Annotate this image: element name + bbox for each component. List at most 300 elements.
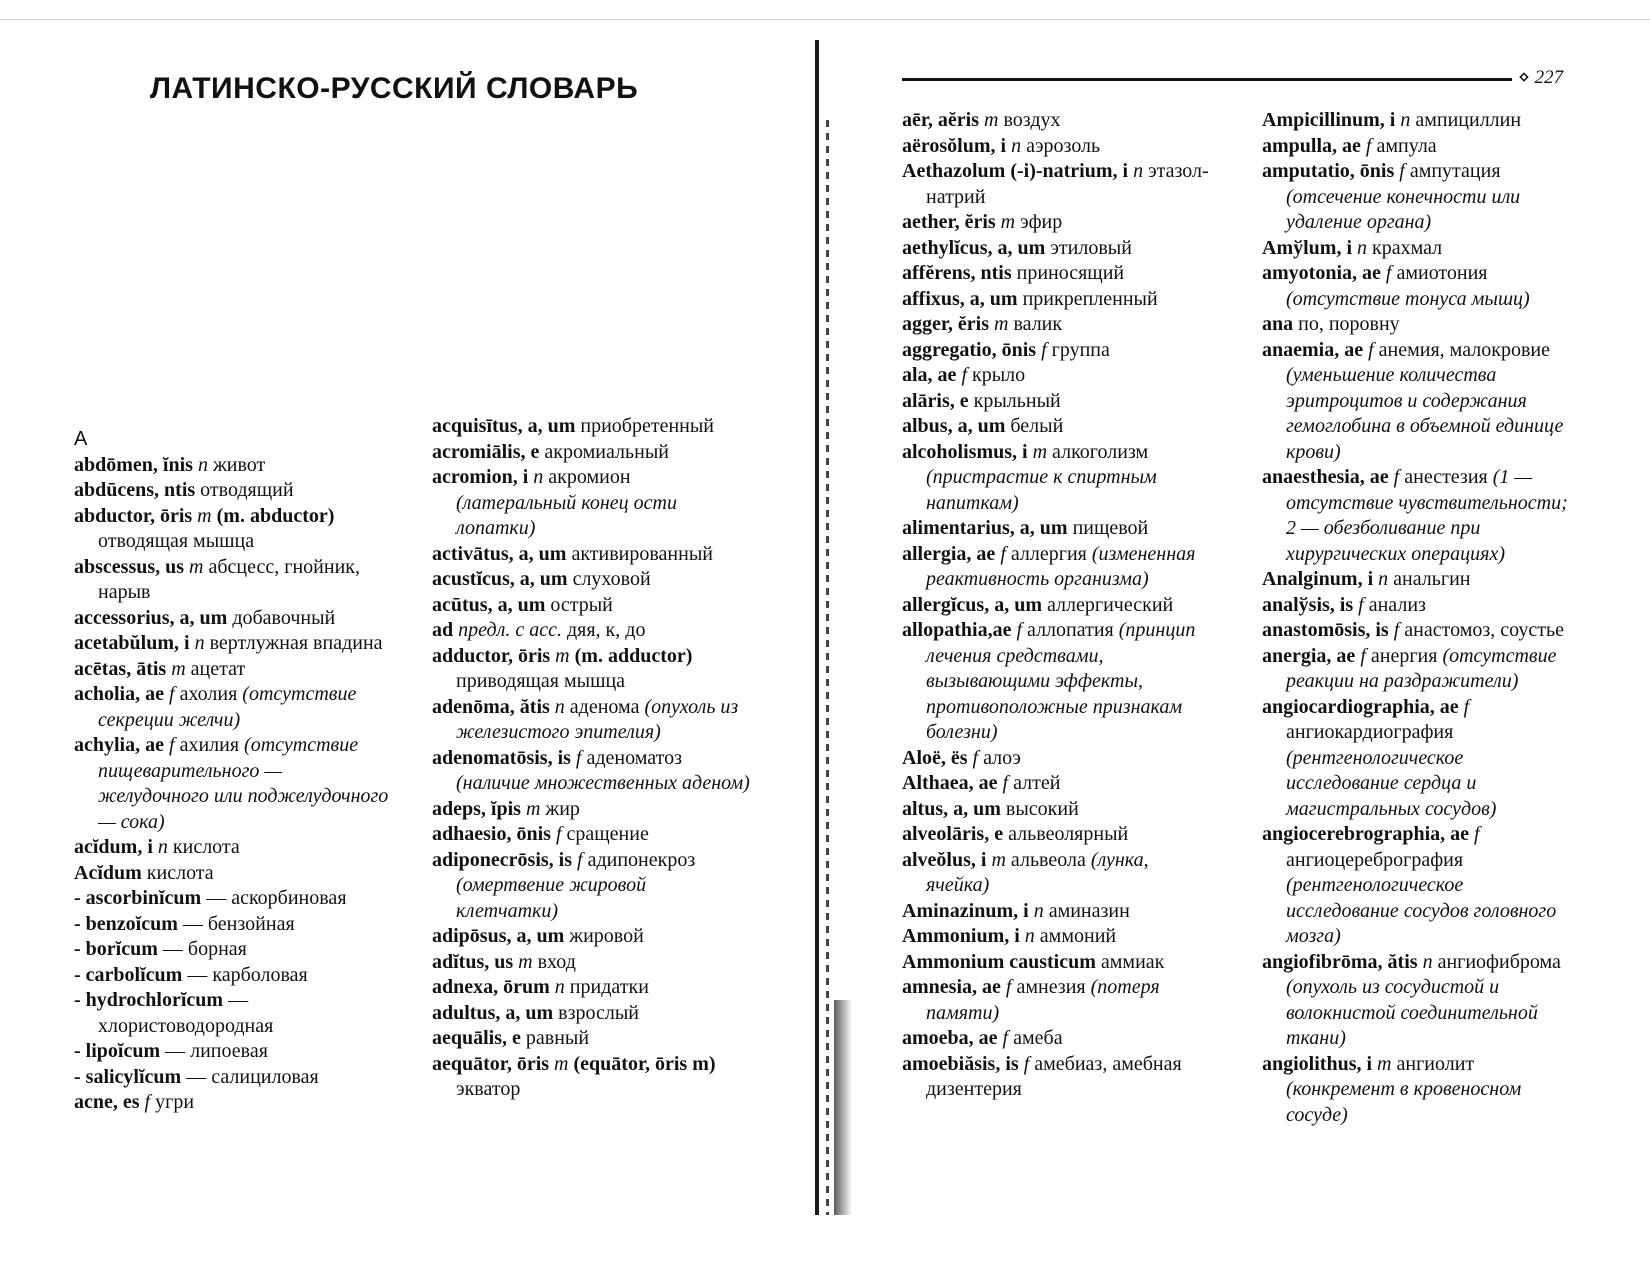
entry-grammar: m: [1377, 1052, 1392, 1075]
entry-headword: Analginum, i: [1262, 568, 1374, 590]
dictionary-entry: [902, 975, 1216, 1026]
entry-grammar: m: [1032, 440, 1048, 463]
entry-grammar: m: [1000, 211, 1016, 233]
dictionary-entry: [74, 988, 390, 1039]
entry-headword: ad: [432, 619, 454, 641]
entry-headword: adenōma, ătis: [432, 695, 550, 718]
entry-translation: кислота: [146, 861, 214, 884]
entry-grammar: n: [1422, 950, 1433, 973]
entry-headword: - salicylĭcum: [74, 1065, 182, 1088]
dictionary-entry: [902, 1052, 1216, 1103]
entry-grammar: n: [1357, 236, 1367, 259]
entry-translation: амиотония: [1396, 262, 1488, 284]
dictionary-entry: [1262, 108, 1578, 134]
gutter-shadow: [815, 40, 819, 1215]
entry-grammar: f: [169, 734, 175, 756]
entry-headword: anaesthesia, ae: [1262, 466, 1389, 488]
dictionary-entry: [902, 771, 1216, 797]
dictionary-entry: [902, 338, 1216, 364]
entry-grammar: n: [194, 632, 205, 654]
entry-note: (латеральный конец ости лопатки): [456, 491, 677, 539]
dictionary-entry: [74, 504, 390, 555]
entry-headword: - ascorbinĭcum: [74, 887, 202, 909]
entry-headword: alveolāris, e: [902, 823, 1004, 845]
entry-translation: аммоний: [1039, 925, 1117, 947]
dictionary-entry: [902, 618, 1216, 746]
dictionary-entry: [902, 516, 1216, 542]
entry-headword: acustĭcus, a, um: [432, 568, 568, 590]
entry-headword: adiponecrōsis, is: [432, 848, 573, 871]
dictionary-entry: [432, 567, 750, 593]
entry-translation: абсцесс, гнойник, нарыв: [98, 555, 360, 603]
entry-note: (конкремент в кровеносном сосуде): [1286, 1078, 1522, 1126]
dictionary-entry: [74, 1090, 390, 1116]
dictionary-entry: [1262, 822, 1578, 950]
entry-headword: Amўlum, i: [1262, 236, 1352, 259]
entry-grammar: f: [1358, 593, 1364, 616]
entry-translation: жир: [545, 797, 580, 820]
entry-note: (омертвение жировой клетчатки): [456, 874, 647, 922]
entry-translation: аденома: [569, 695, 640, 718]
entry-headword: angiolithus, i: [1262, 1052, 1373, 1075]
entry-headword: amoebiăsis, is: [902, 1052, 1019, 1075]
dictionary-entry: [902, 134, 1216, 160]
entry-translation: крахмал: [1372, 236, 1443, 259]
dictionary-entry: [1262, 950, 1578, 1052]
entry-translation: отводящий: [200, 479, 294, 501]
entry-translation: угри: [155, 1091, 195, 1113]
dictionary-column-4: [1262, 108, 1578, 1128]
dictionary-entry: [432, 414, 750, 440]
dictionary-entry: [902, 363, 1216, 389]
entry-translation: острый: [550, 593, 613, 616]
dictionary-entry: [902, 924, 1216, 950]
entry-note: (принцип лечения средствами, вызывающими эффекты, противоположные признакам болезни): [926, 619, 1196, 743]
entry-translation: амеба: [1013, 1027, 1063, 1049]
dictionary-entry: [432, 822, 750, 848]
entry-grammar: n: [197, 453, 208, 476]
entry-headword: abdōmen, ĭnis: [74, 453, 193, 476]
entry-translation: — борная: [162, 938, 247, 960]
dictionary-entry: [902, 287, 1216, 313]
dictionary-entry: [432, 695, 750, 746]
dictionary-entry: [74, 631, 390, 657]
entry-grammar: m: [171, 657, 186, 680]
dictionary-entry: [902, 1026, 1216, 1052]
entry-translation: валик: [1013, 313, 1063, 335]
entry-headword: - benzoĭcum: [74, 912, 178, 935]
entry-headword: ampulla, ae: [1262, 134, 1361, 157]
entry-headword: - lipoĭcum: [74, 1040, 161, 1062]
entry-headword: albus, a, um: [902, 415, 1006, 437]
entry-translation: амебиаз, амебная дизентерия: [926, 1052, 1182, 1100]
entry-translation: ацетат: [190, 657, 246, 680]
entry-grammar: f: [972, 746, 979, 769]
entry-variant: (m. adductor): [574, 644, 693, 667]
dictionary-entry: [1262, 567, 1578, 593]
dictionary-entry: [432, 924, 750, 950]
dictionary-entry: [74, 1065, 390, 1091]
entry-translation: пищевой: [1072, 517, 1149, 539]
entry-grammar: f: [961, 364, 967, 386]
entry-translation: — аскорбиновая: [206, 887, 347, 909]
entry-grammar: n: [1011, 134, 1022, 157]
entry-grammar: f: [1393, 619, 1400, 641]
entry-grammar: f: [1474, 823, 1480, 845]
entry-headword: achylia, ae: [74, 734, 164, 756]
entry-translation: адипонекроз: [587, 848, 696, 871]
entry-grammar: m: [554, 1052, 569, 1075]
entry-headword: ana: [1262, 313, 1294, 335]
dictionary-entry: [1262, 338, 1578, 466]
entry-grammar: f: [1005, 976, 1012, 998]
dictionary-entry: [74, 937, 390, 963]
dictionary-entry: [902, 236, 1216, 262]
entry-grammar: m: [994, 313, 1009, 335]
entry-translation: сращение: [566, 823, 649, 845]
entry-headword: allopathia,ae: [902, 619, 1012, 641]
entry-headword: adenomatōsis, is: [432, 746, 571, 769]
entry-headword: alcoholismus, i: [902, 440, 1028, 463]
entry-grammar: f: [1399, 160, 1405, 182]
dictionary-entry: [432, 797, 750, 823]
entry-note: (отсечение конечности или удаление органа): [1286, 185, 1521, 233]
entry-translation: ангиолит: [1396, 1052, 1475, 1075]
dictionary-entry: [1262, 465, 1578, 567]
entry-headword: anergia, ae: [1262, 644, 1356, 667]
header-rule: [902, 78, 1512, 81]
entry-translation: ангиоцеребрография: [1286, 848, 1464, 871]
dictionary-entry: [1262, 1052, 1578, 1129]
entry-note: (уменьшение количества эритроцитов и содержания гемоглобина в объемной единице крови): [1286, 364, 1564, 463]
entry-translation: активированный: [571, 542, 713, 565]
dictionary-entry: [432, 746, 750, 797]
dictionary-entry: [74, 835, 390, 861]
entry-headword: Aloë, ës: [902, 746, 968, 769]
entry-translation: дяя, к, до: [566, 619, 646, 641]
entry-translation: анализ: [1368, 593, 1426, 616]
entry-translation: высокий: [1005, 797, 1079, 820]
dictionary-entry: [902, 389, 1216, 415]
entry-translation: ангиокардиография: [1286, 721, 1454, 743]
entry-headword: Ammonium, i: [902, 925, 1020, 947]
page-title: ЛАТИНСКО-РУССКИЙ СЛОВАРЬ: [150, 72, 639, 105]
dictionary-entry: [74, 861, 390, 887]
entry-headword: Althaea, ae: [902, 772, 998, 794]
dictionary-entry: [902, 542, 1216, 593]
entry-grammar: f: [1002, 1027, 1009, 1049]
gutter-shadow-fade: [834, 1000, 852, 1215]
dictionary-entry: [1262, 236, 1578, 262]
entry-note: (рентгенологическое исследование сердца и магистральных сосудов): [1286, 746, 1497, 820]
entry-translation: — липоевая: [165, 1040, 268, 1062]
dictionary-entry: [902, 312, 1216, 338]
entry-headword: adultus, a, um: [432, 1001, 554, 1024]
entry-headword: acromion, i: [432, 466, 529, 488]
entry-headword: activātus, a, um: [432, 542, 567, 565]
entry-translation: — карболовая: [187, 963, 308, 986]
dictionary-entry: [74, 453, 390, 479]
entry-grammar: n: [157, 836, 168, 858]
entry-translation: аденоматоз: [586, 746, 682, 769]
entry-variant: (m. abductor): [216, 504, 335, 527]
dictionary-entry: [74, 555, 390, 606]
entry-headword: ala, ae: [902, 364, 957, 386]
entry-headword: amyotonia, ae: [1262, 262, 1381, 284]
entry-headword: agger, ĕris: [902, 313, 990, 335]
dictionary-entry: [74, 478, 390, 504]
entry-grammar: n: [554, 695, 565, 718]
entry-grammar: f: [169, 683, 175, 705]
entry-headword: acetabŭlum, i: [74, 632, 190, 654]
entry-translation: ахилия: [179, 734, 240, 756]
entry-note: (отсутствие тонуса мышц): [1286, 287, 1530, 310]
entry-headword: aequātor, ōris: [432, 1052, 550, 1075]
entry-translation: анемия, малокровие: [1378, 338, 1550, 361]
dictionary-entry: [1262, 593, 1578, 619]
entry-translation: ампициллин: [1415, 109, 1522, 131]
entry-grammar: f: [1360, 644, 1366, 667]
entry-translation: алкоголизм: [1052, 440, 1149, 463]
dictionary-entry: [902, 210, 1216, 236]
entry-headword: aēr, aĕris: [902, 109, 980, 131]
entry-translation: — хлористоводородная: [98, 989, 274, 1037]
entry-headword: aether, ĕris: [902, 211, 996, 233]
entry-headword: acne, es: [74, 1091, 140, 1113]
entry-translation: анальгин: [1393, 568, 1471, 590]
dictionary-column-1: [74, 427, 390, 1116]
entry-note: (1 — отсутствие чувствительности; 2 — обезболивание при хирургических операциях): [1286, 466, 1568, 565]
entry-headword: - hydrochlorĭcum: [74, 989, 224, 1011]
dictionary-entry: [1262, 261, 1578, 312]
entry-grammar: m: [525, 797, 541, 820]
dictionary-entry: [902, 797, 1216, 823]
entry-headword: aethylĭcus, a, um: [902, 236, 1046, 259]
entry-headword: adipōsus, a, um: [432, 925, 565, 947]
entry-grammar: предл. с acc.: [458, 619, 562, 641]
dictionary-entry: [432, 950, 750, 976]
dictionary-entry: [1262, 159, 1578, 236]
entry-headword: Acĭdum: [74, 861, 142, 884]
dictionary-entry: [74, 606, 390, 632]
entry-translation: аллергия: [1010, 542, 1087, 565]
entry-grammar: n: [1133, 160, 1144, 182]
entry-translation: приводящая мышца: [456, 670, 626, 692]
page-number: ⋄ 227: [1518, 67, 1564, 88]
dictionary-entry: [902, 848, 1216, 899]
entry-note: (опухоль из сосудистой и волокнистой соединительной ткани): [1286, 976, 1538, 1049]
dictionary-entry: [902, 159, 1216, 210]
entry-grammar: n: [1400, 109, 1411, 131]
entry-translation: жировой: [569, 925, 644, 947]
dictionary-entry: [432, 1001, 750, 1027]
dictionary-entry: [902, 108, 1216, 134]
entry-headword: allergia, ae: [902, 542, 996, 565]
dictionary-entry: [432, 542, 750, 568]
dictionary-entry: [902, 440, 1216, 517]
entry-translation: белый: [1010, 415, 1064, 437]
entry-translation: крыльный: [973, 389, 1061, 412]
entry-translation: акромион: [548, 466, 631, 488]
entry-translation: равный: [525, 1027, 590, 1049]
entry-translation: вертлужная впадина: [209, 632, 383, 654]
entry-translation: анестезия: [1404, 466, 1488, 488]
entry-grammar: f: [1385, 262, 1392, 284]
entry-translation: группа: [1051, 338, 1110, 361]
dictionary-entry: [432, 440, 750, 466]
dictionary-entry: [1262, 644, 1578, 695]
entry-translation: воздух: [1003, 109, 1061, 131]
entry-translation: анергия: [1370, 644, 1438, 667]
entry-note: (потеря памяти): [926, 976, 1160, 1024]
entry-note: (рентгенологическое исследование сосудов головного мозга): [1286, 874, 1557, 947]
entry-translation: амнезия: [1016, 976, 1086, 998]
dictionary-entry: [902, 822, 1216, 848]
entry-headword: affĕrens, ntis: [902, 262, 1012, 284]
dictionary-entry: [74, 963, 390, 989]
entry-headword: acūtus, a, um: [432, 593, 546, 616]
entry-translation: ампула: [1376, 134, 1437, 157]
entry-grammar: f: [1365, 134, 1372, 157]
entry-translation: альвеолярный: [1008, 823, 1129, 845]
entry-grammar: m: [518, 950, 533, 973]
entry-headword: allergĭcus, a, um: [902, 593, 1042, 616]
entry-grammar: n: [554, 976, 565, 998]
entry-translation: эфир: [1020, 211, 1063, 233]
entry-headword: angiocardiographia, ae: [1262, 695, 1459, 718]
entry-headword: abscessus, us: [74, 555, 185, 578]
entry-translation: приносящий: [1016, 262, 1125, 284]
entry-note: (пристрастие к спиртным напиткам): [926, 466, 1157, 514]
entry-grammar: m: [555, 644, 570, 667]
gutter-shadow-dashed: [826, 120, 829, 1215]
entry-grammar: f: [577, 848, 583, 871]
dictionary-entry: [902, 746, 1216, 772]
entry-translation: слуховой: [572, 568, 651, 590]
entry-headword: adeps, ĭpis: [432, 797, 521, 820]
entry-headword: acholia, ae: [74, 683, 164, 705]
entry-note: (отсутствие секреции желчи): [98, 683, 357, 731]
entry-translation: аллергический: [1047, 593, 1174, 616]
entry-translation: кислота: [172, 836, 240, 858]
entry-translation: взрослый: [558, 1001, 639, 1024]
entry-headword: alāris, e: [902, 389, 969, 412]
entry-headword: adĭtus, us: [432, 950, 514, 973]
entry-translation: живот: [212, 453, 266, 476]
dictionary-entry: [432, 593, 750, 619]
entry-grammar: n: [533, 466, 544, 488]
entry-grammar: m: [991, 848, 1006, 871]
entry-translation: этиловый: [1050, 236, 1132, 259]
dictionary-entry: [1262, 695, 1578, 823]
entry-headword: aërosŏlum, i: [902, 134, 1007, 157]
dictionary-entry: [432, 1026, 750, 1052]
entry-headword: analўsis, is: [1262, 593, 1354, 616]
entry-translation: по, поровну: [1298, 313, 1400, 335]
entry-headword: anastomōsis, is: [1262, 619, 1389, 641]
entry-headword: adnexa, ōrum: [432, 976, 550, 998]
entry-grammar: n: [1378, 568, 1389, 590]
dictionary-entry: [1262, 618, 1578, 644]
entry-grammar: n: [1033, 899, 1044, 922]
entry-translation: ампутация: [1409, 160, 1501, 182]
entry-headword: adhaesio, ōnis: [432, 823, 551, 845]
entry-note: (лунка, ячейка): [926, 848, 1149, 896]
entry-translation: аллопатия: [1027, 619, 1114, 641]
dictionary-column-2: [432, 414, 750, 1103]
entry-headword: alimentarius, a, um: [902, 517, 1068, 539]
entry-note: (опухоль из железистого эпителия): [456, 695, 739, 743]
dictionary-entry: [74, 682, 390, 733]
entry-headword: amoeba, ae: [902, 1027, 998, 1049]
entry-headword: aequālis, e: [432, 1027, 521, 1049]
entry-headword: Aminazinum, i: [902, 899, 1029, 922]
dictionary-entry: [1262, 134, 1578, 160]
entry-headword: angiofibrōma, ătis: [1262, 950, 1418, 973]
dictionary-entry: [432, 1052, 750, 1103]
entry-translation: — бензойная: [182, 912, 295, 935]
entry-headword: abdūcens, ntis: [74, 479, 196, 501]
entry-translation: анастомоз, соустье: [1404, 619, 1564, 641]
entry-translation: алоэ: [983, 746, 1021, 769]
dictionary-entry: [432, 618, 750, 644]
entry-grammar: n: [1024, 925, 1035, 947]
entry-translation: аэрозоль: [1026, 134, 1101, 157]
dictionary-column-3: [902, 108, 1216, 1103]
entry-grammar: f: [1016, 619, 1023, 641]
dictionary-entry: [902, 899, 1216, 925]
entry-grammar: f: [555, 823, 562, 845]
entry-grammar: f: [144, 1091, 151, 1113]
entry-headword: angiocerebrographia, ae: [1262, 823, 1470, 845]
entry-grammar: m: [197, 504, 212, 527]
entry-translation: акромиальный: [544, 440, 669, 463]
dictionary-entry: [432, 465, 750, 542]
entry-translation: экватор: [456, 1078, 521, 1100]
dictionary-entry: [74, 886, 390, 912]
entry-headword: - carbolĭcum: [74, 963, 183, 986]
dictionary-entry: [74, 733, 390, 835]
entry-headword: acētas, ātis: [74, 657, 167, 680]
entry-grammar: f: [1041, 338, 1047, 361]
entry-headword: amputatio, ōnis: [1262, 160, 1395, 182]
dictionary-entry: [1262, 312, 1578, 338]
entry-headword: Aethazolum (-i)-natrium, i: [902, 160, 1129, 182]
entry-translation: ангиофиброма: [1437, 950, 1561, 973]
entry-grammar: f: [1393, 466, 1400, 488]
entry-translation: прикрепленный: [1022, 287, 1158, 310]
entry-translation: придатки: [569, 976, 649, 998]
entry-grammar: f: [1368, 338, 1374, 361]
dictionary-entry: [902, 261, 1216, 287]
entry-headword: affixus, a, um: [902, 287, 1018, 310]
entry-translation: — салициловая: [186, 1065, 319, 1088]
entry-grammar: f: [575, 746, 582, 769]
entry-headword: Ampicillinum, i: [1262, 109, 1396, 131]
entry-translation: отводящая мышца: [98, 530, 255, 552]
entry-translation: альвеола: [1010, 848, 1086, 871]
section-letter: A: [74, 428, 88, 450]
entry-headword: acquisītus, a, um: [432, 415, 576, 437]
entry-note: (отсутствие реакции на раздражители): [1286, 644, 1557, 692]
dictionary-entry: [74, 657, 390, 683]
entry-grammar: m: [189, 555, 204, 578]
entry-headword: acromiālis, e: [432, 440, 540, 463]
dictionary-entry: [902, 950, 1216, 976]
entry-headword: alveŏlus, i: [902, 848, 987, 871]
dictionary-entry: [74, 1039, 390, 1065]
entry-variant: (equātor, ōris m): [573, 1052, 716, 1075]
